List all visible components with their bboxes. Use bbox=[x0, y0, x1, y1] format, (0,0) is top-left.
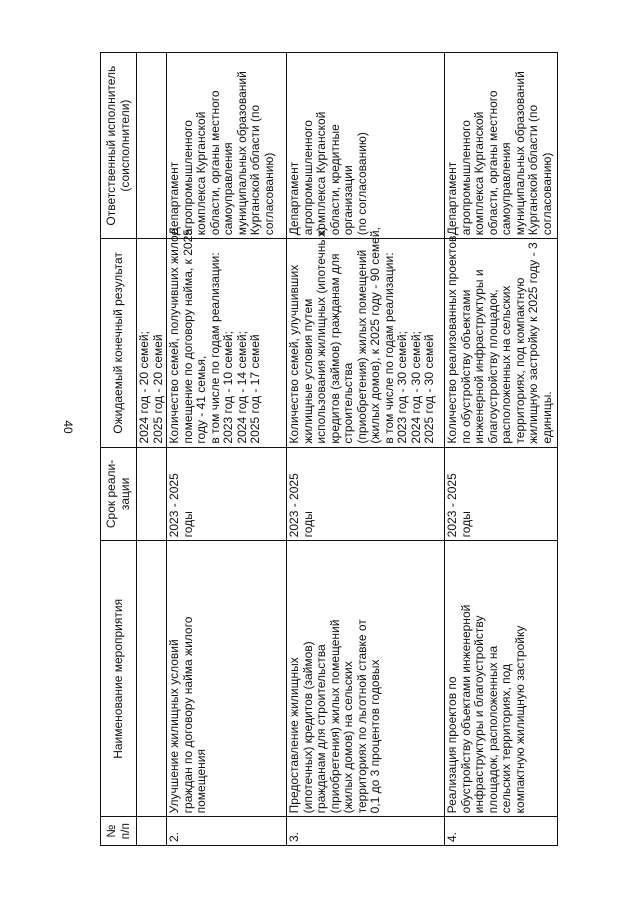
cell-term bbox=[445, 447, 558, 541]
cell-name bbox=[137, 541, 167, 817]
cell-line: комплекса Курганской bbox=[472, 111, 486, 236]
cell-line: гражданам для строительства bbox=[314, 644, 328, 814]
cell-line: согласованию) bbox=[261, 152, 276, 236]
cell-result bbox=[445, 235, 558, 447]
cell-line: муниципальных образований bbox=[512, 71, 527, 236]
cell-line: 2025 год - 17 семей bbox=[248, 334, 262, 444]
cell-line: Департамент bbox=[167, 161, 181, 236]
cell-name bbox=[287, 541, 445, 817]
cell-line: Курганской области (по bbox=[248, 104, 262, 236]
cell-line: помещения bbox=[194, 749, 208, 814]
cell-line: единицы. bbox=[539, 391, 554, 444]
cell-line: самоуправления bbox=[221, 142, 235, 236]
table-row bbox=[137, 53, 167, 846]
cell-num: 3. bbox=[287, 817, 445, 846]
document-table-wrapper bbox=[100, 52, 558, 846]
cell-line: Департамент bbox=[445, 161, 459, 236]
cell-line: жилищные условия путем bbox=[300, 298, 315, 444]
table-row bbox=[167, 53, 287, 846]
cell-line: самоуправления bbox=[499, 142, 513, 236]
cell-executor bbox=[287, 53, 445, 239]
cell-line: области, органы местного bbox=[207, 90, 222, 236]
cell-line: области, кредитные bbox=[327, 124, 342, 236]
cell-line: агропромышленного bbox=[180, 120, 195, 236]
cell-term bbox=[167, 447, 287, 541]
cell-num: 2. bbox=[167, 817, 287, 846]
cell-line: в том числе по годам реализации: bbox=[381, 252, 396, 444]
cell-line: годы bbox=[458, 511, 473, 538]
cell-line: 2025 год - 20 семей bbox=[150, 334, 165, 444]
cell-line: годы bbox=[300, 511, 315, 538]
table-header-row bbox=[101, 53, 137, 846]
cell-executor bbox=[137, 53, 167, 239]
cell-line: территориях по льготной ставке от bbox=[354, 619, 369, 814]
cell-line: Количество семей, получивших жилое bbox=[167, 228, 181, 444]
cell-line: жилищную застройку к 2025 году - 3 bbox=[526, 242, 540, 444]
cell-line: комплекса Курганской bbox=[314, 111, 328, 236]
table-row bbox=[445, 53, 558, 846]
cell-line: Предоставление жилищных bbox=[287, 657, 301, 814]
cell-line: Курганской области (по bbox=[526, 104, 540, 236]
cell-line: помещение по договору найма, к 2025 bbox=[180, 229, 195, 444]
cell-line: 2024 год - 14 семей; bbox=[234, 331, 249, 444]
cell-line: компактную жилищную застройку bbox=[512, 625, 527, 814]
cell-line: агропромышленного bbox=[300, 120, 315, 236]
cell-line: сельских территориях, под bbox=[499, 663, 513, 814]
cell-line: площадок, расположенных на bbox=[485, 645, 500, 814]
cell-line: 0,1 до 3 процентов годовых bbox=[368, 659, 382, 814]
header-num: № п/п bbox=[101, 817, 137, 846]
cell-name bbox=[167, 541, 287, 817]
cell-line: (жилых домов), к 2025 году - 90 семей, bbox=[368, 227, 382, 444]
cell-line: Количество реализованных проектов bbox=[445, 235, 459, 444]
cell-line: (жилых домов) на сельских bbox=[341, 661, 355, 814]
cell-line: благоустройству площадок, bbox=[485, 289, 500, 444]
cell-line: агропромышленного bbox=[458, 120, 473, 236]
cell-line: инженерной инфраструктуры и bbox=[472, 269, 486, 444]
cell-line: Количество семей, улучшивших bbox=[287, 264, 301, 444]
cell-result bbox=[167, 228, 287, 447]
page-number: 40 bbox=[61, 420, 75, 434]
cell-result bbox=[287, 226, 445, 447]
cell-line: в том числе по годам реализации: bbox=[207, 252, 222, 444]
cell-line: расположенных на сельских bbox=[499, 285, 513, 444]
cell-line: по обустройству объектами bbox=[458, 289, 473, 444]
header-result: Ожидаемый конечный результат bbox=[101, 239, 137, 447]
cell-line: (ипотечных) кредитов (займов) bbox=[300, 641, 315, 814]
cell-line: согласованию) bbox=[539, 152, 554, 236]
cell-line: использования жилищных (ипотечных) bbox=[314, 226, 328, 444]
cell-num bbox=[137, 817, 167, 846]
cell-line: организации bbox=[341, 165, 355, 236]
cell-line: году - 41 семья, bbox=[194, 355, 208, 444]
cell-line: кредитов (займов) гражданам для bbox=[327, 253, 342, 444]
cell-line: 2025 год - 30 семей bbox=[422, 334, 436, 444]
cell-line: Департамент bbox=[287, 161, 301, 236]
cell-line: (приобретения) жилых помещений bbox=[354, 249, 369, 444]
measures-table bbox=[100, 52, 558, 846]
cell-executor bbox=[445, 53, 558, 239]
cell-line: строительства bbox=[341, 362, 355, 444]
cell-line: 2024 год - 20 семей; bbox=[137, 331, 151, 444]
cell-line: 2023 - 2025 bbox=[167, 473, 181, 538]
cell-term bbox=[287, 447, 445, 541]
table-row bbox=[287, 53, 445, 846]
header-name: Наименование мероприятия bbox=[101, 541, 137, 817]
header-term: Срок реали-зации bbox=[101, 447, 137, 541]
cell-term bbox=[137, 447, 167, 541]
cell-line: комплекса Курганской bbox=[194, 111, 208, 236]
cell-line: (по согласованию) bbox=[354, 132, 369, 236]
cell-line: граждан по договору найма жилого bbox=[180, 616, 195, 814]
cell-line: (приобретения) жилых помещений bbox=[327, 619, 342, 814]
cell-line: области, органы местного bbox=[485, 90, 500, 236]
cell-num: 4. bbox=[445, 817, 558, 846]
cell-line: 2023 - 2025 bbox=[287, 473, 301, 538]
cell-line: обустройству объектами инженерной bbox=[458, 604, 473, 814]
cell-name bbox=[445, 541, 558, 817]
cell-line: 2024 год - 30 семей; bbox=[408, 331, 423, 444]
cell-line: 2023 год - 10 семей; bbox=[221, 331, 235, 444]
cell-line: Улучшение жилищных условий bbox=[167, 639, 181, 814]
cell-line: 2023 год - 30 семей; bbox=[395, 331, 409, 444]
header-executor: Ответственный исполнитель (соисполнители) bbox=[101, 53, 137, 239]
cell-line: годы bbox=[180, 511, 195, 538]
cell-executor bbox=[167, 53, 287, 239]
cell-line: территориях, под компактную bbox=[512, 277, 527, 444]
cell-line: Реализация проектов по bbox=[445, 676, 459, 814]
cell-result bbox=[137, 239, 167, 447]
cell-line: инфраструктуры и благоустройству bbox=[472, 615, 486, 814]
cell-line: муниципальных образований bbox=[234, 71, 249, 236]
cell-line: 2023 - 2025 bbox=[445, 473, 459, 538]
